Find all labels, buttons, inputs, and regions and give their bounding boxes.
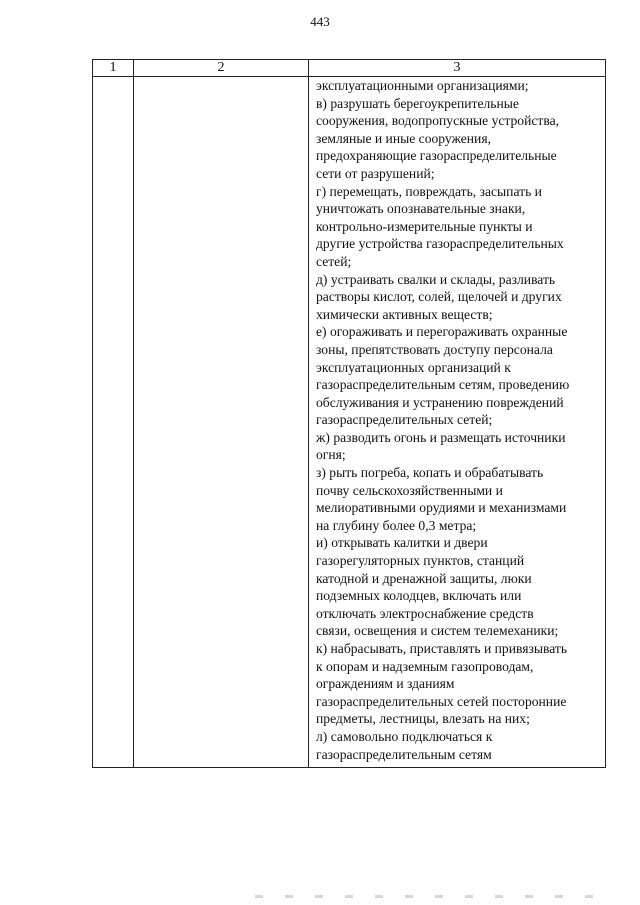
page-number: 443 (310, 14, 330, 29)
table-header-row (93, 60, 606, 77)
table-cell-col2 (134, 77, 309, 768)
text-line: почву сельскохозяйственными и (316, 482, 503, 498)
text-line: предметы, лестницы, влезать на них; (316, 711, 530, 727)
text-line: газораспределительных сетей посторонние (316, 693, 567, 709)
text-line: другие устройства газораспределительных (316, 236, 564, 252)
text-line: газораспределительным сетям (316, 746, 492, 762)
text-line: е) огораживать и перегораживать охранные (316, 324, 568, 340)
table-row (93, 77, 606, 768)
text-line: л) самовольно подключаться к (316, 728, 493, 744)
text-line: газораспределительных сетей; (316, 412, 493, 428)
text-line: и) открывать калитки и двери (316, 535, 488, 551)
text-line: растворы кислот, солей, щелочей и других (316, 289, 562, 305)
text-line: зоны, препятствовать доступу персонала (316, 341, 553, 357)
table-cell-col3 (309, 77, 606, 768)
text-line: уничтожать опознавательные знаки, (316, 201, 526, 217)
text-line: обслуживания и устранению повреждений (316, 394, 564, 410)
text-line: на глубину более 0,3 метра; (316, 517, 477, 533)
text-line: сети от разрушений; (316, 165, 435, 181)
text-line: сооружения, водопропускные устройства, (316, 113, 560, 129)
text-line: в) разрушать берегоукрепительные (316, 95, 519, 111)
col3-text-block (316, 77, 601, 763)
text-line: к) набрасывать, приставлять и привязывать (316, 641, 568, 656)
text-line: сетей; (316, 253, 352, 269)
column-header-1: 1 (93, 60, 134, 77)
text-line: подземных колодцев, включать или (316, 588, 522, 604)
column-header-3: 3 (309, 60, 606, 77)
text-line: земляные и иные сооружения, (316, 130, 491, 146)
document-table (92, 59, 606, 768)
text-line: химически активных веществ; (316, 306, 493, 322)
text-line: ограждениям и зданиям (316, 676, 455, 692)
text-line: эксплуатационных организаций к (316, 359, 511, 375)
text-line: г) перемещать, повреждать, засыпать и (316, 183, 542, 199)
text-line: газорегуляторных пунктов, станций (316, 553, 525, 569)
text-line: д) устраивать свалки и склады, разливать (316, 271, 556, 287)
text-line: газораспределительным сетям, проведению (316, 377, 570, 393)
text-line: мелиоративными орудиями и механизмами (316, 500, 567, 516)
column-header-2: 2 (134, 60, 309, 77)
text-line: к опорам и надземным газопроводам, (316, 658, 534, 674)
text-line: ж) разводить огонь и размещать источники (316, 429, 566, 445)
document-table-container (92, 59, 605, 768)
text-line: предохраняющие газораспределительные (316, 148, 557, 164)
table-cell-col1 (93, 77, 134, 768)
text-line: огня; (316, 447, 346, 463)
text-line: связи, освещения и систем телемеханики; (316, 623, 559, 639)
text-line: эксплуатационными организациями; (316, 78, 529, 93)
text-line: контрольно-измерительные пункты и (316, 218, 533, 234)
scan-artifact (255, 895, 595, 898)
text-line: отключать электроснабжение средств (316, 605, 534, 621)
text-line: з) рыть погреба, копать и обрабатывать (316, 465, 544, 481)
text-line: катодной и дренажной защиты, люки (316, 570, 532, 586)
